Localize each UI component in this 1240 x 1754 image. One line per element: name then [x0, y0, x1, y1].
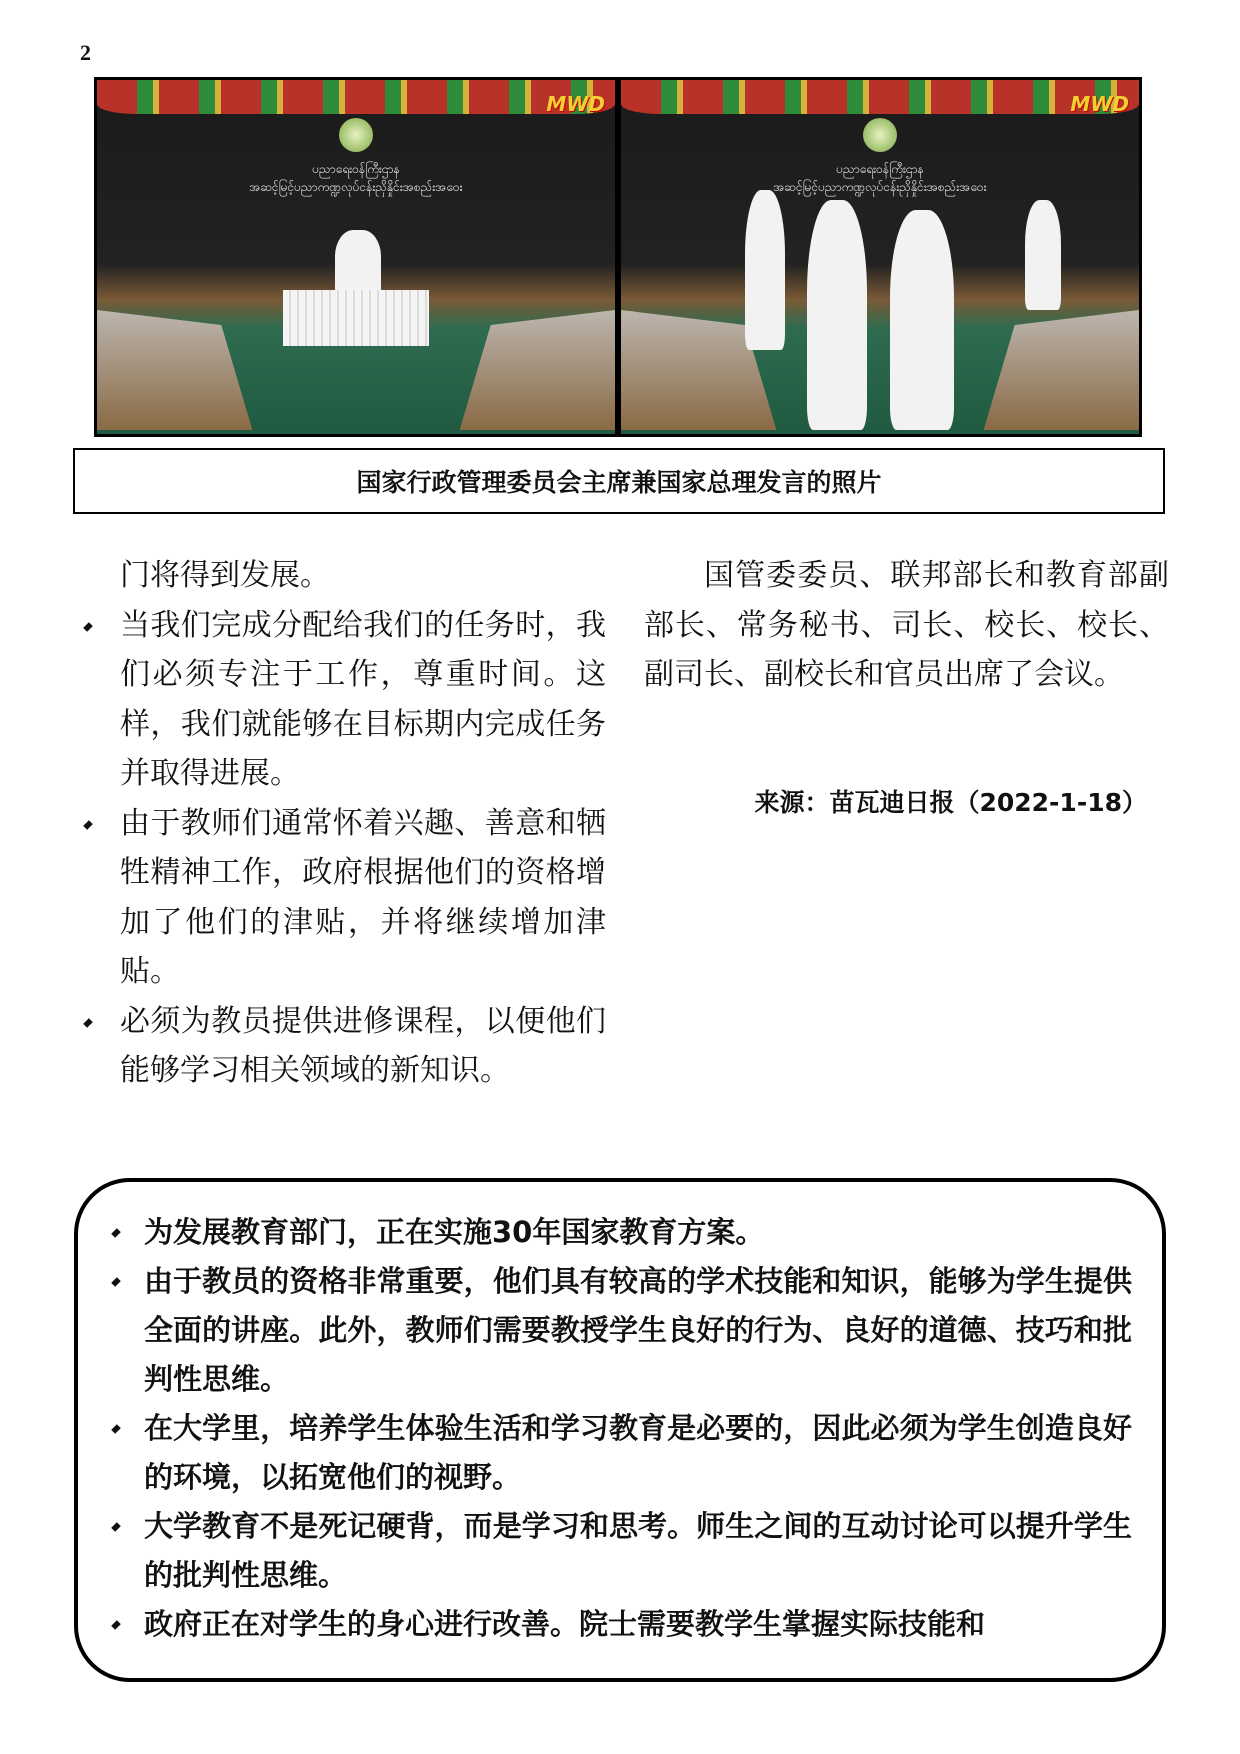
official-figure: [1025, 200, 1061, 310]
continuation-text: 门将得到发展。: [120, 558, 330, 593]
mwd-logo: MWD: [546, 92, 605, 116]
curtain-decoration: [97, 80, 615, 114]
diamond-bullet-icon: [111, 1228, 121, 1238]
diamond-bullet-icon: [83, 820, 93, 830]
attendees-paragraph: 国管委委员、联邦部长和教育部副部长、常务秘书、司长、校长、校长、副司长、副校长和官员出席了会议。: [644, 558, 1169, 692]
key-point-text: 为发展教育部门，正在实施30年国家教育方案。: [144, 1215, 765, 1249]
head-table: [283, 290, 428, 346]
diamond-bullet-icon: [83, 622, 93, 632]
curtain-decoration: [621, 80, 1139, 114]
right-column: [644, 551, 1169, 827]
source-citation: 来源：苗瓦迪日报（2022-1-18）: [754, 787, 1147, 817]
key-point-item: [108, 1600, 1132, 1649]
diamond-bullet-icon: [111, 1277, 121, 1287]
meeting-banner: [621, 160, 1139, 196]
bullet-text: 当我们完成分配给我们的任务时，我们必须专注于工作，尊重时间。这样，我们就能够在目标期内完成任务并取得进展。: [120, 607, 606, 791]
diamond-bullet-icon: [111, 1620, 121, 1630]
key-point-text: 大学教育不是死记硬背，而是学习和思考。师生之间的互动讨论可以提升学生的批判性思维。: [144, 1509, 1132, 1592]
desk-left: [97, 280, 252, 430]
bullet-text: 必须为教员提供进修课程，以便他们能够学习相关领域的新知识。: [120, 1003, 606, 1088]
meeting-photo-right: [621, 80, 1139, 434]
key-point-text: 由于教员的资格非常重要，他们具有较高的学术技能和知识，能够为学生提供全面的讲座。此外，教师们需要教授学生良好的行为、良好的道德、技巧和批判性思维。: [144, 1264, 1132, 1396]
ministry-emblem-icon: [863, 118, 897, 152]
desk-right: [460, 280, 615, 430]
key-point-item: [108, 1257, 1132, 1404]
bullet-item: [80, 997, 606, 1096]
left-column: [80, 551, 606, 1096]
key-point-item: [108, 1404, 1132, 1502]
walking-official-figure: [890, 210, 954, 430]
banner-line-2: အဆင့်မြင့်ပညာကဏ္ဍလုပ်ငန်းညှိနှိုင်းအစည်းအဝေး: [773, 180, 987, 194]
banner-line-1: ပညာရေးဝန်ကြီးဌာန: [836, 162, 924, 176]
page-number: 2: [80, 40, 91, 65]
bullet-item: [80, 601, 606, 799]
mwd-logo: MWD: [1070, 92, 1129, 116]
ministry-emblem-icon: [339, 118, 373, 152]
key-points-box: [74, 1178, 1166, 1682]
official-figure: [745, 190, 785, 350]
key-point-item: [108, 1208, 1132, 1257]
key-point-item: [108, 1502, 1132, 1600]
photo-caption: 国家行政管理委员会主席兼国家总理发言的照片: [73, 448, 1165, 514]
bullet-item: [80, 799, 606, 997]
desk-right: [984, 280, 1139, 430]
photo-strip: [94, 77, 1142, 437]
banner-line-1: ပညာရေးဝန်ကြီးဌာန: [312, 162, 400, 176]
banner-line-2: အဆင့်မြင့်ပညာကဏ္ဍလုပ်ငန်းညှိနှိုင်းအစည်းအဝေး: [249, 180, 463, 194]
meeting-banner: [97, 160, 615, 196]
diamond-bullet-icon: [111, 1424, 121, 1434]
walking-official-figure: [807, 200, 867, 430]
speaker-figure: [335, 230, 381, 296]
diamond-bullet-icon: [111, 1522, 121, 1532]
key-point-text: 在大学里，培养学生体验生活和学习教育是必要的，因此必须为学生创造良好的环境，以拓宽他们的视野。: [144, 1411, 1132, 1494]
key-point-text: 政府正在对学生的身心进行改善。院士需要教学生掌握实际技能和: [144, 1607, 986, 1641]
diamond-bullet-icon: [83, 1018, 93, 1028]
bullet-text: 由于教师们通常怀着兴趣、善意和牺牲精神工作，政府根据他们的资格增加了他们的津贴，并将继续增加津贴。: [120, 805, 606, 989]
meeting-photo-left: [97, 80, 615, 434]
